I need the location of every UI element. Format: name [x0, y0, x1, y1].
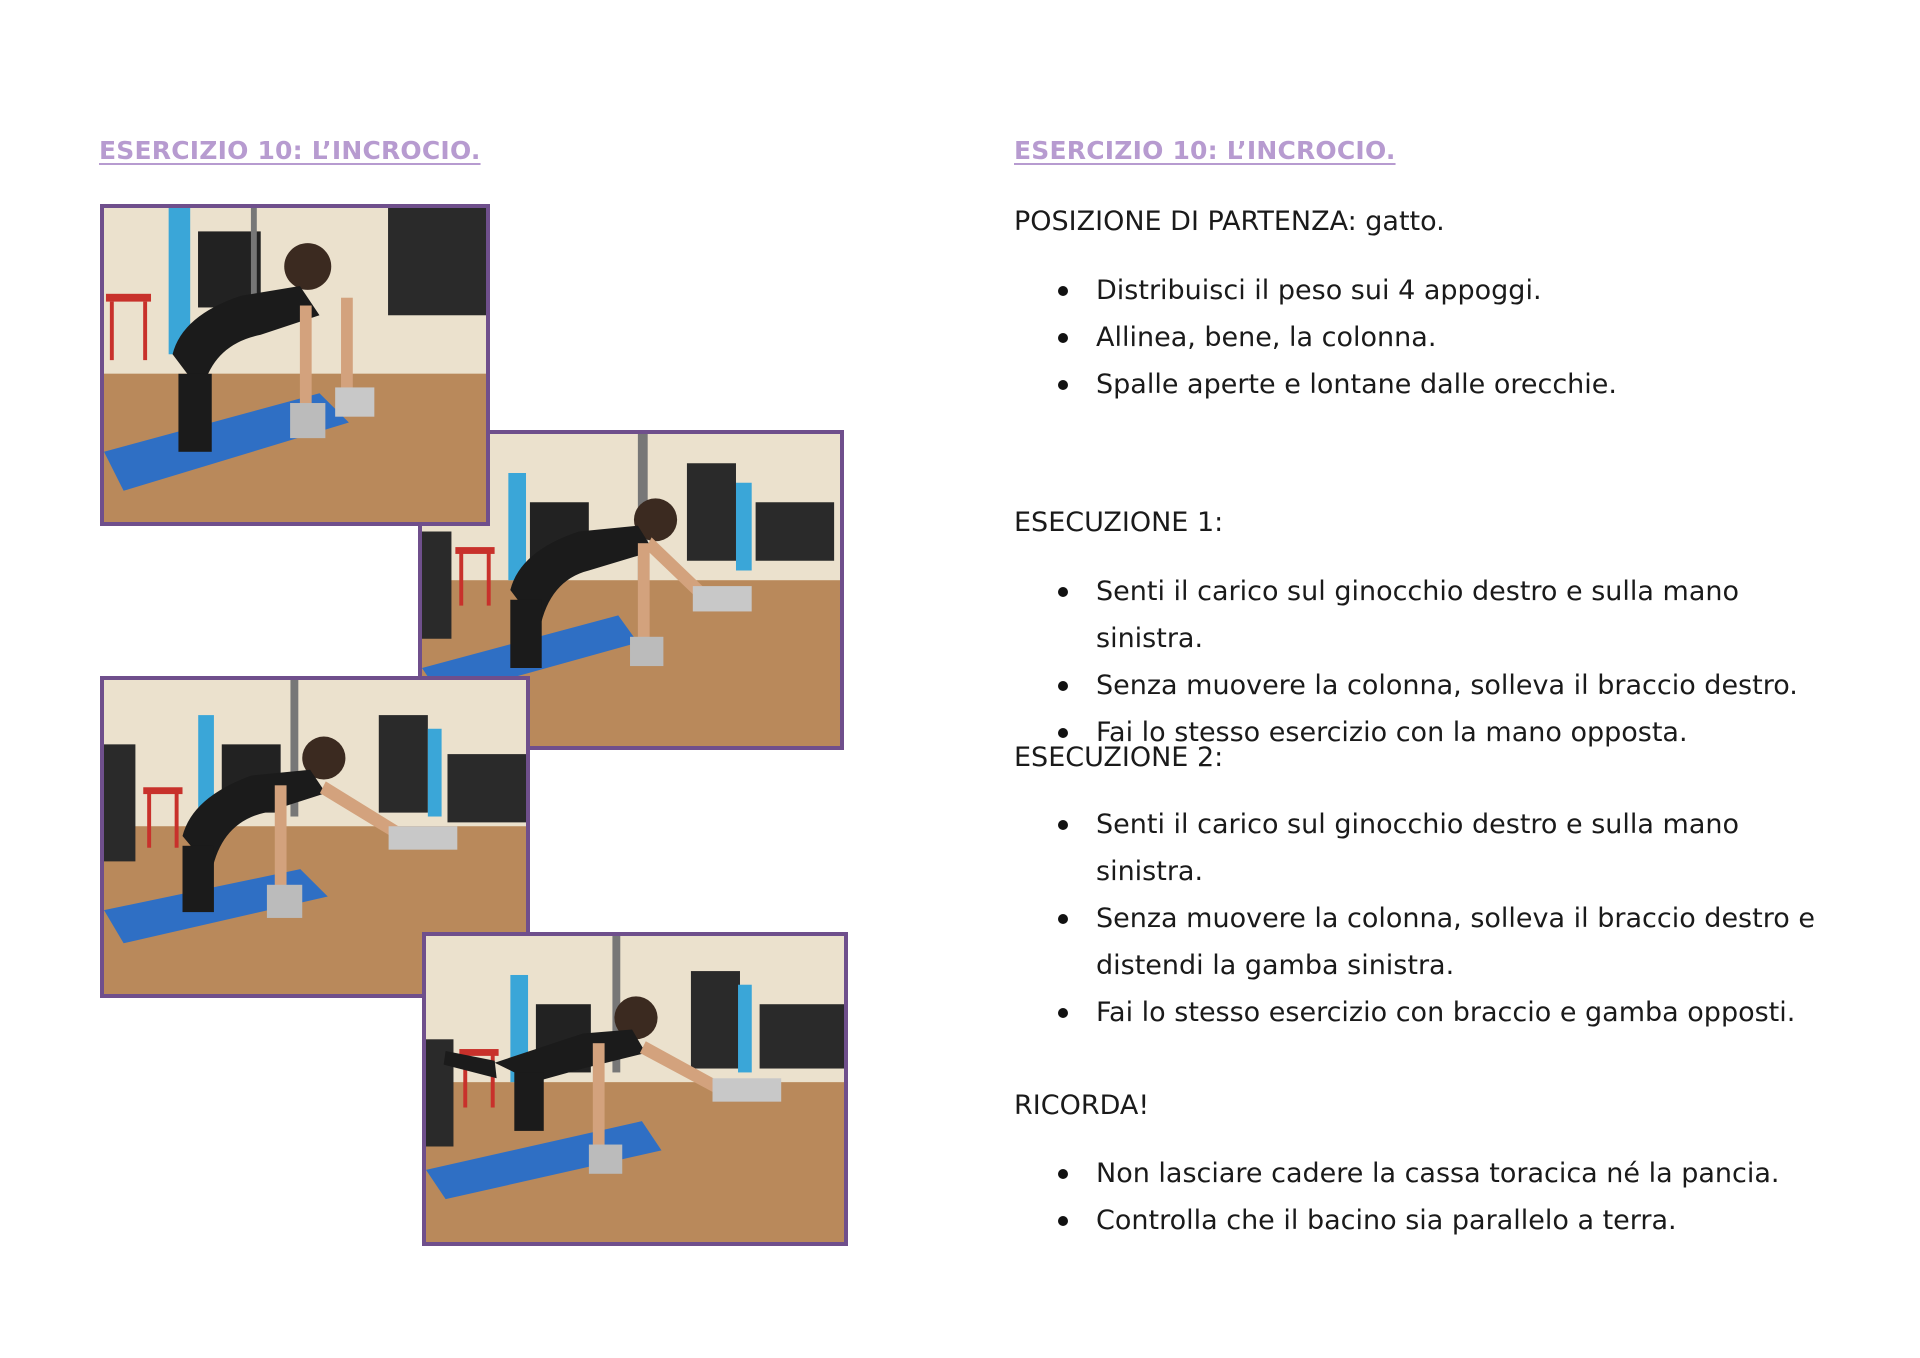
remember-heading: RICORDA! — [1014, 1090, 1150, 1121]
list-item: Senza muovere la colonna, solleva il braccio destro e distendi la gamba sinistra. — [1014, 895, 1844, 989]
execution-2-list — [1014, 801, 1844, 1036]
left-exercise-title: ESERCIZIO 10: L’INCROCIO. — [99, 136, 481, 165]
photo-start-position-all-fours-icon — [104, 208, 486, 522]
photo-arm-and-leg-lift-icon — [426, 936, 844, 1242]
list-item: Allinea, bene, la colonna. — [1014, 314, 1844, 361]
remember-list — [1014, 1150, 1844, 1244]
photo-start-position — [100, 204, 490, 526]
start-position-list — [1014, 267, 1844, 408]
list-item: Senti il carico sul ginocchio destro e sulla mano sinistra. — [1014, 801, 1844, 895]
list-item: Fai lo stesso esercizio con la mano opposta. — [1014, 709, 1844, 756]
start-position-heading: POSIZIONE DI PARTENZA: gatto. — [1014, 206, 1445, 237]
execution-2-heading: ESECUZIONE 2: — [1014, 742, 1224, 773]
list-item: Controlla che il bacino sia parallelo a terra. — [1014, 1197, 1844, 1244]
list-item: Distribuisci il peso sui 4 appoggi. — [1014, 267, 1844, 314]
photo-arm-and-leg-lift — [422, 932, 848, 1246]
right-exercise-title: ESERCIZIO 10: L’INCROCIO. — [1014, 136, 1396, 165]
execution-1-list — [1014, 568, 1844, 756]
list-item: Senza muovere la colonna, solleva il braccio destro. — [1014, 662, 1844, 709]
list-item: Fai lo stesso esercizio con braccio e gamba opposti. — [1014, 989, 1844, 1036]
list-item: Spalle aperte e lontane dalle orecchie. — [1014, 361, 1844, 408]
list-item: Non lasciare cadere la cassa toracica né la pancia. — [1014, 1150, 1844, 1197]
list-item: Senti il carico sul ginocchio destro e sulla mano sinistra. — [1014, 568, 1844, 662]
execution-1-heading: ESECUZIONE 1: — [1014, 507, 1224, 538]
